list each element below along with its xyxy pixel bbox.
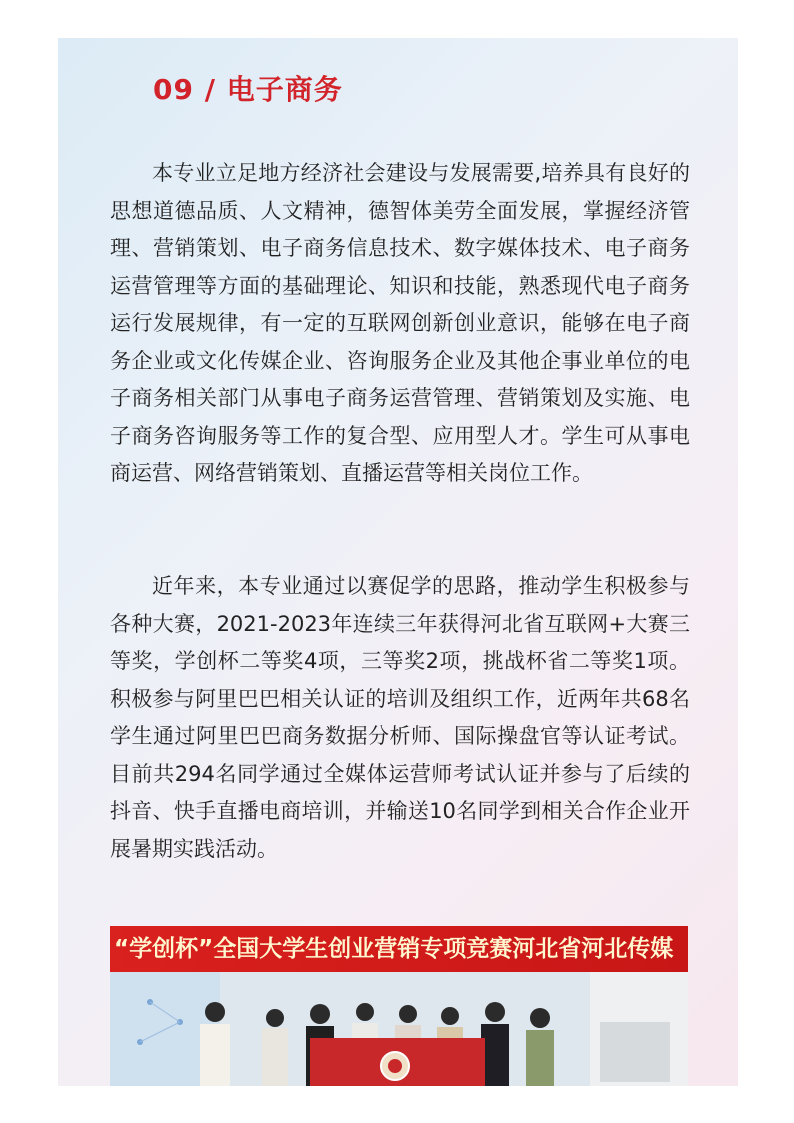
- intro-paragraph: 本专业立足地方经济社会建设与发展需要,培养具有良好的思想道德品质、人文精神，德智体美劳全面发展，掌握经济管理、营销策划、电子商务信息技术、数字媒体技术、电子商务运营管理等方面的基础理论、知识和技能，熟悉现代电子商务运行发展规律，有一定的互联网创新创业意识，能够在电子商务企业或文化传媒企业、咨询服务企业及其他企事业单位的电子商务相关部门从事电子商务运营管理、营销策划及实施、电子商务咨询服务等工作的复合型、应用型人才。学生可从事电商运营、网络营销策划、直播运营等相关岗位工作。: [110, 161, 690, 485]
- team-photo: [110, 926, 688, 1086]
- achievements-paragraph: 近年来，本专业通过以赛促学的思路，推动学生积极参与各种大赛，2021-2023年连续三年获得河北省互联网+大赛三等奖，学创杯二等奖4项，三等奖2项，挑战杯省二等奖1项。积极参与阿里巴巴相关认证的培训及组织工作，近两年共68名学生通过阿里巴巴商务数据分析师、国际操盘官等认证考试。目前共294名同学通过全媒体运营师考试认证并参与了后续的抖音、快手直播电商培训，并输送10名同学到相关合作企业开展暑期实践活动。: [110, 574, 690, 861]
- competition-banner: “学创杯”全国大学生创业营销专项竞赛河北省河北传媒: [110, 926, 688, 972]
- document-page: [58, 38, 738, 1086]
- section-title: 09 / 电子商务: [153, 73, 343, 106]
- group-photo-scene: [110, 972, 688, 1086]
